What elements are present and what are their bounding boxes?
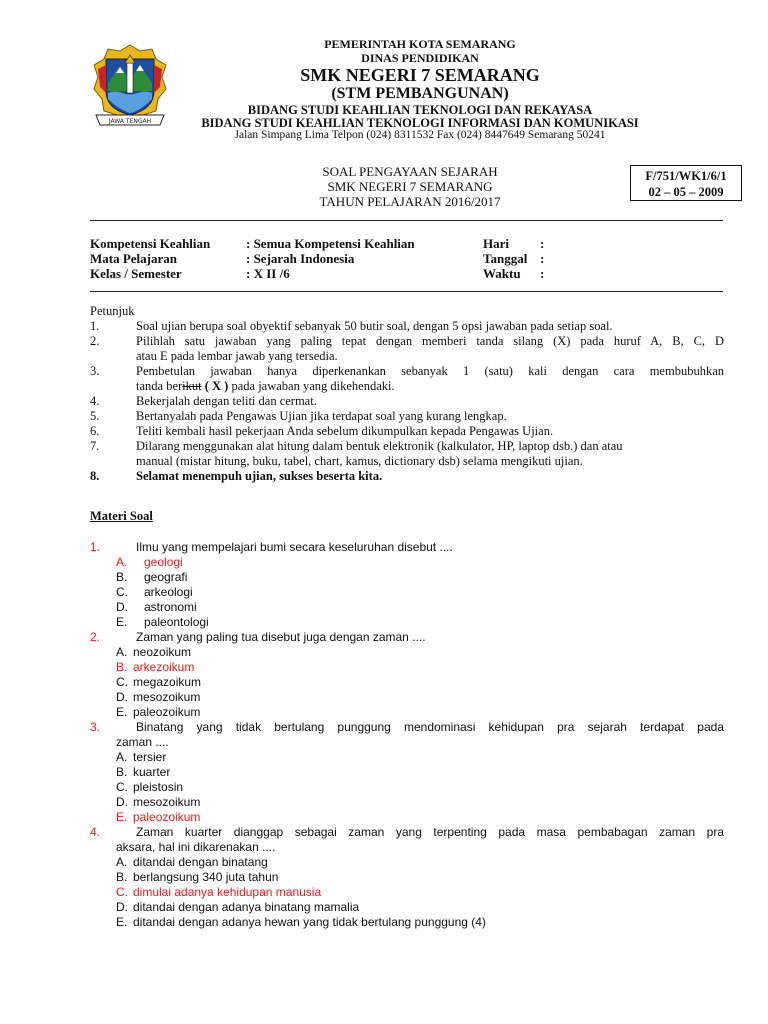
option-text: astronomi bbox=[144, 600, 197, 614]
option-label: B. bbox=[116, 765, 128, 779]
option-label: A. bbox=[116, 855, 128, 869]
instruction-number: 7. bbox=[90, 439, 100, 453]
info-label-kompetensi: Kompetensi Keahlian bbox=[90, 236, 211, 251]
option-text: arkezoikum bbox=[133, 660, 195, 674]
cross-mark: ( X ) bbox=[201, 379, 232, 393]
instruction-item bbox=[0, 409, 768, 424]
option-label: E. bbox=[116, 615, 128, 629]
option-label: E. bbox=[116, 705, 128, 719]
instruction-item bbox=[0, 469, 768, 484]
info-colon-hari: : bbox=[540, 236, 545, 251]
instruction-text: Teliti kembali hasil pekerjaan Anda sebelum dikumpulkan kepada Pengawas Ujian. bbox=[136, 424, 554, 438]
question-item bbox=[0, 720, 768, 825]
question-text: Ilmu yang mempelajari bumi secara keseluruhan disebut .... bbox=[136, 540, 453, 554]
option-text: megazoikum bbox=[133, 675, 202, 689]
instruction-text-cont: tanda berikut ( X ) pada jawaban yang dikehendaki. bbox=[136, 379, 395, 393]
instructions-heading: Petunjuk bbox=[90, 304, 135, 318]
option-text: berlangsung 340 juta tahun bbox=[133, 870, 279, 884]
option-label: B. bbox=[116, 570, 128, 584]
option-label: C. bbox=[116, 885, 128, 899]
instruction-text: Selamat menempuh ujian, sukses beserta kita. bbox=[136, 469, 383, 483]
option-text: geografi bbox=[144, 570, 188, 584]
option-text: ditandai dengan adanya binatang mamalia bbox=[133, 900, 360, 914]
question-number: 2. bbox=[90, 630, 101, 644]
divider-bottom bbox=[90, 291, 723, 292]
option-text: neozoikum bbox=[133, 645, 192, 659]
instruction-text: Bertanyalah pada Pengawas Ujian jika terdapat soal yang kurang lengkap. bbox=[136, 409, 507, 423]
department-2: BIDANG STUDI KEAHLIAN TEKNOLOGI INFORMASI DAN KOMUNIKASI bbox=[201, 116, 639, 130]
department-1: BIDANG STUDI KEAHLIAN TEKNOLOGI DAN REKAYASA bbox=[247, 103, 593, 117]
instruction-number: 2. bbox=[90, 334, 100, 348]
instruction-number: 5. bbox=[90, 409, 100, 423]
info-label-hari: Hari bbox=[483, 236, 509, 251]
instruction-number: 4. bbox=[90, 394, 100, 408]
option-text: kuarter bbox=[133, 765, 171, 779]
divider-top bbox=[90, 220, 723, 221]
regional-emblem-logo bbox=[90, 43, 170, 133]
option-text: dimulai adanya kehidupan manusia bbox=[133, 885, 322, 899]
question-text-cont: zaman .... bbox=[116, 735, 169, 749]
instruction-text: Pilihlah satu jawaban yang paling tepat dengan memberi tanda silang (X) pada huruf A, B, C, D bbox=[136, 334, 724, 348]
title-line-2: SMK NEGERI 7 SEMARANG bbox=[327, 179, 493, 194]
option-text: tersier bbox=[133, 750, 167, 764]
materi-heading: Materi Soal bbox=[90, 509, 153, 523]
question-text-cont: aksara, hal ini dikarenakan .... bbox=[116, 840, 276, 854]
option-label: D. bbox=[116, 900, 128, 914]
instruction-item bbox=[0, 364, 768, 394]
instruction-number: 6. bbox=[90, 424, 100, 438]
instruction-number: 1. bbox=[90, 319, 100, 333]
question-text: Binatang yang tidak bertulang punggung mendominasi kehidupan pra sejarah terdapat pada bbox=[136, 720, 724, 734]
instruction-item bbox=[0, 394, 768, 409]
question-number: 4. bbox=[90, 825, 101, 839]
form-code: F/751/WK1/6/1 bbox=[645, 169, 727, 183]
option-label: C. bbox=[116, 675, 128, 689]
option-label: D. bbox=[116, 600, 128, 614]
info-label-mapel: Mata Pelajaran bbox=[90, 251, 178, 266]
school-alias: (STM PEMBANGUNAN) bbox=[331, 85, 509, 102]
info-label-kelas: Kelas / Semester bbox=[90, 266, 182, 281]
option-text: mesozoikum bbox=[133, 690, 201, 704]
title-line-3: TAHUN PELAJARAN 2016/2017 bbox=[319, 194, 501, 209]
option-label: B. bbox=[116, 870, 128, 884]
instruction-item bbox=[0, 424, 768, 439]
instruction-text-cont: manual (mistar hitung, buku, tabel, chart, kamus, dictionary dsb) selama mengikuti ujian. bbox=[136, 454, 583, 468]
question-item bbox=[0, 540, 768, 630]
header-government: PEMERINTAH KOTA SEMARANG bbox=[324, 37, 516, 51]
option-label: D. bbox=[116, 795, 128, 809]
info-value-kompetensi: : Semua Kompetensi Keahlian bbox=[246, 236, 415, 251]
info-colon-waktu: : bbox=[540, 266, 545, 281]
exam-title bbox=[240, 164, 580, 209]
option-text: arkeologi bbox=[144, 585, 193, 599]
option-label: C. bbox=[116, 585, 128, 599]
option-label: A. bbox=[116, 750, 128, 764]
title-line-1: SOAL PENGAYAAN SEJARAH bbox=[322, 164, 498, 179]
school-address: Jalan Simpang Lima Telpon (024) 8311532 Fax (024) 8447649 Semarang 50241 bbox=[234, 129, 606, 141]
info-colon-tanggal: : bbox=[540, 251, 545, 266]
instruction-text: Bekerjalah dengan teliti dan cermat. bbox=[136, 394, 317, 408]
instruction-item bbox=[0, 334, 768, 364]
form-code-box bbox=[630, 165, 742, 201]
option-text: ditandai dengan binatang bbox=[133, 855, 268, 869]
info-label-waktu: Waktu bbox=[483, 266, 521, 281]
info-value-mapel: : Sejarah Indonesia bbox=[246, 251, 355, 266]
question-item bbox=[0, 630, 768, 720]
option-label: B. bbox=[116, 660, 128, 674]
question-number: 1. bbox=[90, 540, 101, 554]
svg-text:JAWA TENGAH: JAWA TENGAH bbox=[108, 118, 152, 125]
header-agency: DINAS PENDIDIKAN bbox=[361, 51, 479, 65]
question-number: 3. bbox=[90, 720, 101, 734]
question-item bbox=[0, 825, 768, 930]
option-text: paleozoikum bbox=[133, 705, 201, 719]
option-label: C. bbox=[116, 780, 128, 794]
info-value-kelas: : X II /6 bbox=[246, 266, 290, 281]
instruction-text: Pembetulan jawaban hanya diperkenankan sebanyak 1 (satu) kali dengan cara membubuhkan bbox=[136, 364, 724, 378]
option-text: pleistosin bbox=[133, 780, 184, 794]
option-text: geologi bbox=[144, 555, 183, 569]
form-date: 02 – 05 – 2009 bbox=[648, 185, 724, 199]
instruction-text-cont: atau E pada lembar jawab yang tersedia. bbox=[136, 349, 338, 363]
option-text: ditandai dengan adanya hewan yang tidak bertulang punggung (4) bbox=[133, 915, 486, 929]
instruction-number: 3. bbox=[90, 364, 100, 378]
question-text: Zaman yang paling tua disebut juga dengan zaman .... bbox=[136, 630, 426, 644]
struck-text: ikut bbox=[182, 379, 202, 393]
question-text: Zaman kuarter dianggap sebagai zaman yang terpenting pada masa pembabagan zaman pra bbox=[136, 825, 724, 839]
instruction-text: Soal ujian berupa soal obyektif sebanyak 50 butir soal, dengan 5 opsi jawaban pada setiap soal. bbox=[136, 319, 613, 333]
instruction-text: Dilarang menggunakan alat hitung dalam bentuk elektronik (kalkulator, HP, laptop dsb.) dan atau bbox=[136, 439, 623, 453]
option-label: E. bbox=[116, 915, 128, 929]
school-name: SMK NEGERI 7 SEMARANG bbox=[300, 65, 540, 85]
option-label: D. bbox=[116, 690, 128, 704]
option-label: A. bbox=[116, 645, 128, 659]
instruction-item bbox=[0, 439, 768, 469]
instruction-item bbox=[0, 319, 768, 334]
option-text: paleozoikum bbox=[133, 810, 201, 824]
option-label: A. bbox=[116, 555, 128, 569]
school-header bbox=[170, 38, 670, 143]
option-text: paleontologi bbox=[144, 615, 209, 629]
info-label-tanggal: Tanggal bbox=[483, 251, 528, 266]
option-label: E. bbox=[116, 810, 128, 824]
option-text: mesozoikum bbox=[133, 795, 201, 809]
instruction-number: 8. bbox=[90, 469, 100, 483]
